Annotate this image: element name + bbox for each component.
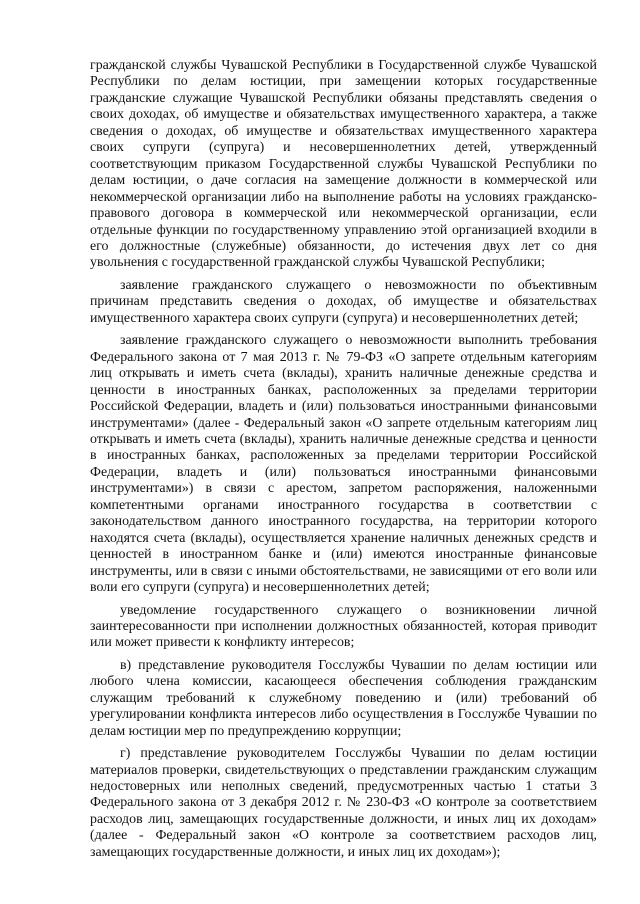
paragraph-application-federal-law-79: заявление гражданского служащего о невозможности выполнить требования Федерального закона от 7 мая 2013 г. № 79-ФЗ «О запрете отдельным категориям лиц открывать и иметь счета (вклады), хранить наличные денежные средства и ценности в иностранных банках, расположенных за пределами территории Российской Федерации, владеть и (или) пользоваться иностранными финансовыми инструментами» (далее - Федеральный закон «О запрете отдельным категориям лиц открывать и иметь счета (вклады), хранить наличные денежные средства и ценности в иностранных банках, расположенных за пределами территории Российской Федерации, владеть и (или) пользоваться иностранными финансовыми инструментами») в связи с арестом, запретом распоряжения, наложенными компетентными органами иностранного государства в соответствии с законодательством данного иностранного государства, на территории которого находятся счета (вклады), осуществляется хранение наличных денежных средств и ценностей в иностранном банке и (или) имеются иностранные финансовые инструменты, или в связи с иными обстоятельствами, не зависящими от его воли или воли его супруги (супруга) и несовершеннолетних детей;	[90, 333, 597, 596]
paragraph-item-g: г) представление руководителем Госслужбы Чувашии по делам юстиции материалов проверки, свидетельствующих о представлении гражданским служащим недостоверных или неполных сведений, предусмотренных частью 1 статьи 3 Федерального закона от 3 декабря 2012 г. № 230-ФЗ «О контроле за соответствием расходов лиц, замещающих государственные должности, и иных лиц их доходам» (далее - Федеральный закон «О контроле за соответствием расходов лиц, замещающих государственные должности, и иных лиц их доходам»);	[90, 746, 597, 860]
document-body	[90, 58, 597, 867]
paragraph-application-impossibility: заявление гражданского служащего о невозможности по объективным причинам представить сведения о доходах, об имуществе и обязательствах имущественного характера своих супруги (супруга) и несовершеннолетних детей;	[90, 277, 597, 326]
paragraph-notification-conflict: уведомление государственного служащего о возникновении личной заинтересованности при исполнении должностных обязанностей, которая приводит или может привести к конфликту интересов;	[90, 602, 597, 651]
paragraph-item-v: в) представление руководителя Госслужбы Чувашии по делам юстиции или любого члена комиссии, касающееся обеспечения соблюдения гражданским служащим требований к служебному поведению и (или) требований об урегулировании конфликта интересов либо осуществления в Госслужбе Чувашии по делам юстиции мер по предупреждению коррупции;	[90, 657, 597, 739]
paragraph-continuation: гражданской службы Чувашской Республики в Государственной службе Чувашской Республики по делам юстиции, при замещении которых государственные гражданские служащие Чувашской Республики обязаны представлять сведения о своих доходах, об имуществе и обязательствах имущественного характера, а также сведения о доходах, об имуществе и обязательствах имущественного характера своих супруги (супруга) и несовершеннолетних детей, утвержденный соответствующим приказом Государственной службы Чувашской Республики по делам юстиции, о даче согласия на замещение должности в коммерческой или некоммерческой организации либо на выполнение работы на условиях гражданско-правового договора в коммерческой или некоммерческой организации, если отдельные функции по государственному управлению этой организацией входили в его должностные (служебные) обязанности, до истечения двух лет со дня увольнения с государственной гражданской службы Чувашской Республики;	[90, 58, 597, 271]
